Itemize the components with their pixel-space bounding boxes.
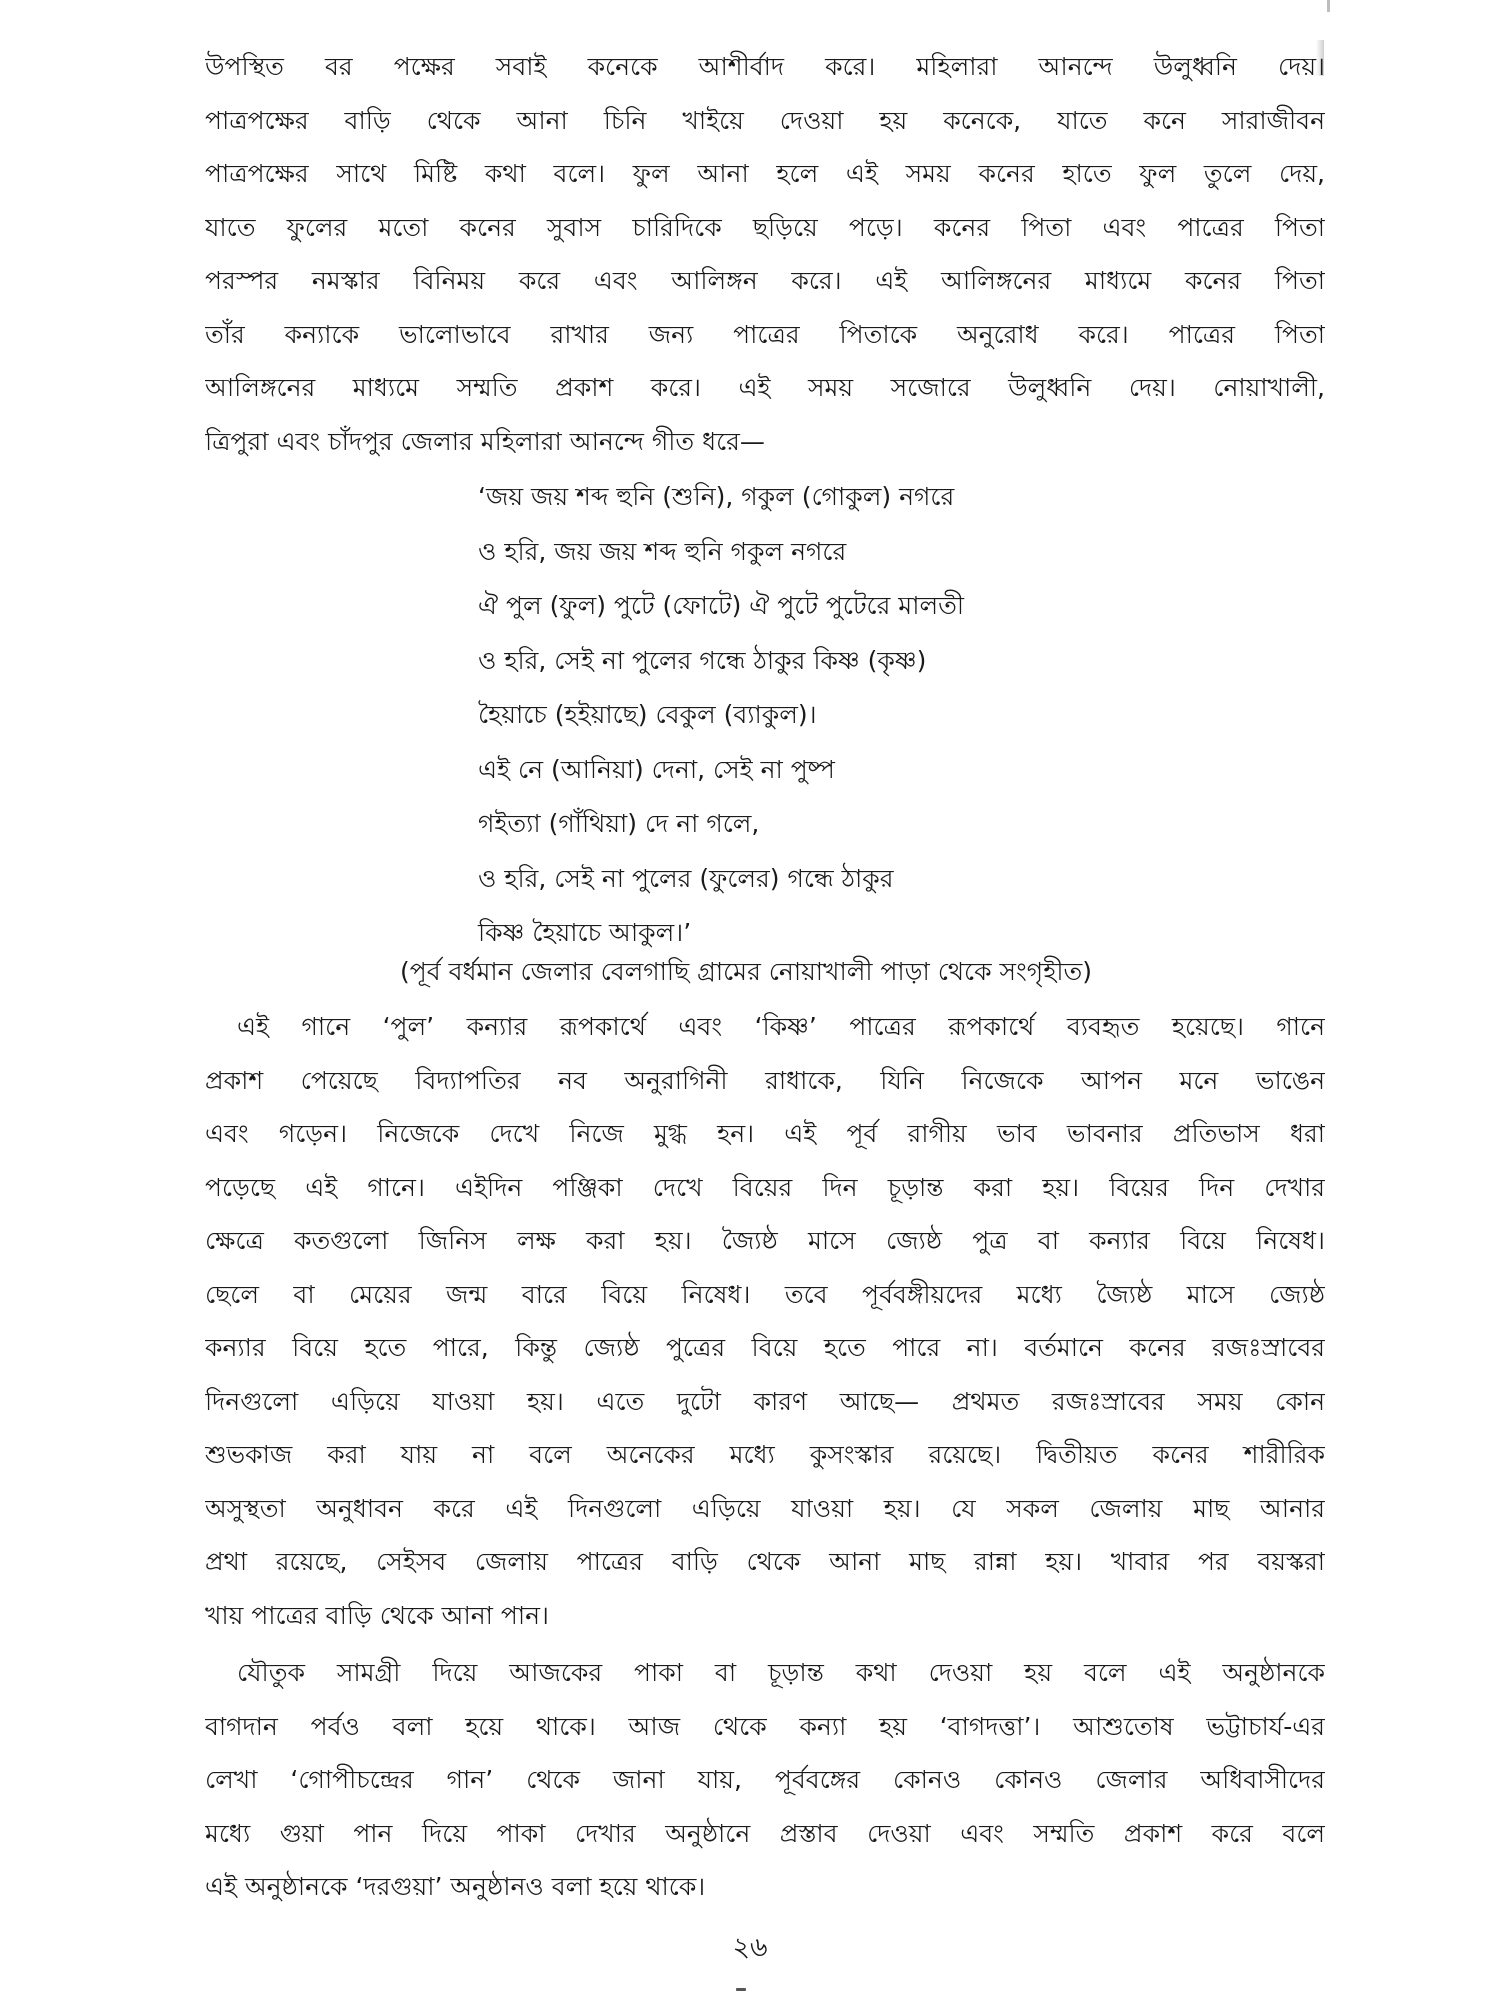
paragraph-line: অসুস্থতা অনুধাবন করে এই দিনগুলো এড়িয়ে যাওয়া হয়। যে সকল জেলায় মাছ আনার <box>205 1493 1325 1523</box>
paragraph-line: ত্রিপুরা এবং চাঁদপুর জেলার মহিলারা আনন্দে গীত ধরে— <box>205 426 765 456</box>
paragraph-line: প্রথা রয়েছে, সেইসব জেলায় পাত্রের বাড়ি থেকে আনা মাছ রান্না হয়। খাবার পর বয়স্করা <box>205 1547 1325 1576</box>
paragraph-1 <box>205 40 1325 468</box>
paragraph-line: এই গানে ‘পুল’ কন্যার রূপকার্থে এবং ‘কিষ্ণ’ পাত্রের রূপকার্থে ব্যবহৃত হয়েছে। গানে <box>237 1012 1325 1041</box>
paragraph-line: ছেলে বা মেয়ের জন্ম বারে বিয়ে নিষেধ। তবে পূর্ববঙ্গীয়দের মধ্যে জ্যৈষ্ঠ মাসে জ্যেষ্ঠ <box>205 1279 1325 1309</box>
verse-line: হৈয়াচে (হইয়াছে) বেকুল (ব্যাকুল)। <box>478 700 817 729</box>
verse-line: কিষ্ণ হৈয়াচে আকুল।’ <box>478 918 692 947</box>
verse-line: ও হরি, সেই না পুলের (ফুলের) গন্ধে ঠাকুর <box>478 863 894 893</box>
song-source-note: (পূর্ব বর্ধমান জেলার বেলগাছি গ্রামের নোয়াখালী পাড়া থেকে সংগৃহীত) <box>400 957 1092 986</box>
paragraph-line: শুভকাজ করা যায় না বলে অনেকের মধ্যে কুসংস্কার রয়েছে। দ্বিতীয়ত কনের শারীরিক <box>205 1440 1325 1469</box>
paragraph-line: উপস্থিত বর পক্ষের সবাই কনেকে আশীর্বাদ করে। মহিলারা আনন্দে উলুধ্বনি দেয়। <box>205 52 1325 81</box>
paragraph-line: পরস্পর নমস্কার বিনিময় করে এবং আলিঙ্গন করে। এই আলিঙ্গনের মাধ্যমে কনের পিতা <box>205 266 1325 295</box>
paragraph-3 <box>205 1646 1325 1914</box>
paragraph-line: তাঁর কন্যাকে ভালোভাবে রাখার জন্য পাত্রের পিতাকে অনুরোধ করে। পাত্রের পিতা <box>205 319 1325 349</box>
paragraph-line: যাতে ফুলের মতো কনের সুবাস চারিদিকে ছড়িয়ে পড়ে। কনের পিতা এবং পাত্রের পিতা <box>205 212 1325 242</box>
paragraph-line: এবং গড়েন। নিজেকে দেখে নিজে মুগ্ধ হন। এই পূর্ব রাগীয় ভাব ভাবনার প্রতিভাস ধরা <box>205 1119 1325 1148</box>
paragraph-line: মধ্যে গুয়া পান দিয়ে পাকা দেখার অনুষ্ঠানে প্রস্তাব দেওয়া এবং সম্মতি প্রকাশ করে বলে <box>205 1818 1325 1848</box>
paragraph-line: বাগদান পর্বও বলা হয়ে থাকে। আজ থেকে কন্যা হয় ‘বাগদত্তা’। আশুতোষ ভট্টাচার্য-এর <box>205 1711 1325 1741</box>
paragraph-line: পাত্রপক্ষের সাথে মিষ্টি কথা বলে। ফুল আনা হলে এই সময় কনের হাতে ফুল তুলে দেয়, <box>205 159 1325 188</box>
paragraph-line: খায় পাত্রের বাড়ি থেকে আনা পান। <box>205 1600 549 1630</box>
paragraph-line: লেখা ‘গোপীচন্দ্রের গান’ থেকে জানা যায়, পূর্ববঙ্গের কোনও কোনও জেলার অধিবাসীদের <box>205 1765 1325 1794</box>
verse-line: ‘জয় জয় শব্দ হুনি (শুনি), গকুল (গোকুল) নগরে <box>478 482 955 511</box>
paragraph-line: ক্ষেত্রে কতগুলো জিনিস লক্ষ করা হয়। জ্যৈষ্ঠ মাসে জ্যেষ্ঠ পুত্র বা কন্যার বিয়ে নিষেধ। <box>205 1226 1325 1255</box>
folk-song-verse <box>478 470 1178 961</box>
paragraph-line: যৌতুক সামগ্রী দিয়ে আজকের পাকা বা চূড়ান্ত কথা দেওয়া হয় বলে এই অনুষ্ঠানকে <box>237 1658 1325 1687</box>
paragraph-line: কন্যার বিয়ে হতে পারে, কিন্তু জ্যেষ্ঠ পুত্রের বিয়ে হতে পারে না। বর্তমানে কনের রজঃস্রাবের <box>205 1333 1325 1362</box>
paragraph-line: পড়েছে এই গানে। এইদিন পঞ্জিকা দেখে বিয়ের দিন চূড়ান্ত করা হয়। বিয়ের দিন দেখার <box>205 1172 1325 1202</box>
paragraph-line: এই অনুষ্ঠানকে ‘দরগুয়া’ অনুষ্ঠানও বলা হয়ে থাকে। <box>205 1872 706 1901</box>
verse-line: ঐ পুল (ফুল) পুটে (ফোটে) ঐ পুটে পুটেরে মালতী <box>478 591 964 620</box>
scan-artifact <box>736 1988 746 1991</box>
paragraph-line: পাত্রপক্ষের বাড়ি থেকে আনা চিনি খাইয়ে দেওয়া হয় কনেকে, যাতে কনে সারাজীবন <box>205 105 1325 135</box>
verse-line: ও হরি, সেই না পুলের গন্ধে ঠাকুর কিষ্ণ (কৃষ্ণ) <box>478 645 927 675</box>
verse-line: ও হরি, জয় জয় শব্দ হুনি গকুল নগরে <box>478 536 847 566</box>
paragraph-2 <box>205 1000 1325 1642</box>
paragraph-line: প্রকাশ পেয়েছে বিদ্যাপতির নব অনুরাগিনী রাধাকে, যিনি নিজেকে আপন মনে ভাঙেন <box>205 1065 1325 1095</box>
page-number: ২৬ <box>732 1932 768 1963</box>
page-edge-mark <box>1327 0 1330 12</box>
paragraph-line: দিনগুলো এড়িয়ে যাওয়া হয়। এতে দুটো কারণ আছে— প্রথমত রজঃস্রাবের সময় কোন <box>205 1386 1325 1416</box>
paragraph-line: আলিঙ্গনের মাধ্যমে সম্মতি প্রকাশ করে। এই সময় সজোরে উলুধ্বনি দেয়। নোয়াখালী, <box>205 373 1325 402</box>
verse-line: এই নে (আনিয়া) দেনা, সেই না পুষ্প <box>478 754 835 784</box>
verse-line: গইত্যা (গাঁথিয়া) দে না গলে, <box>478 809 760 838</box>
